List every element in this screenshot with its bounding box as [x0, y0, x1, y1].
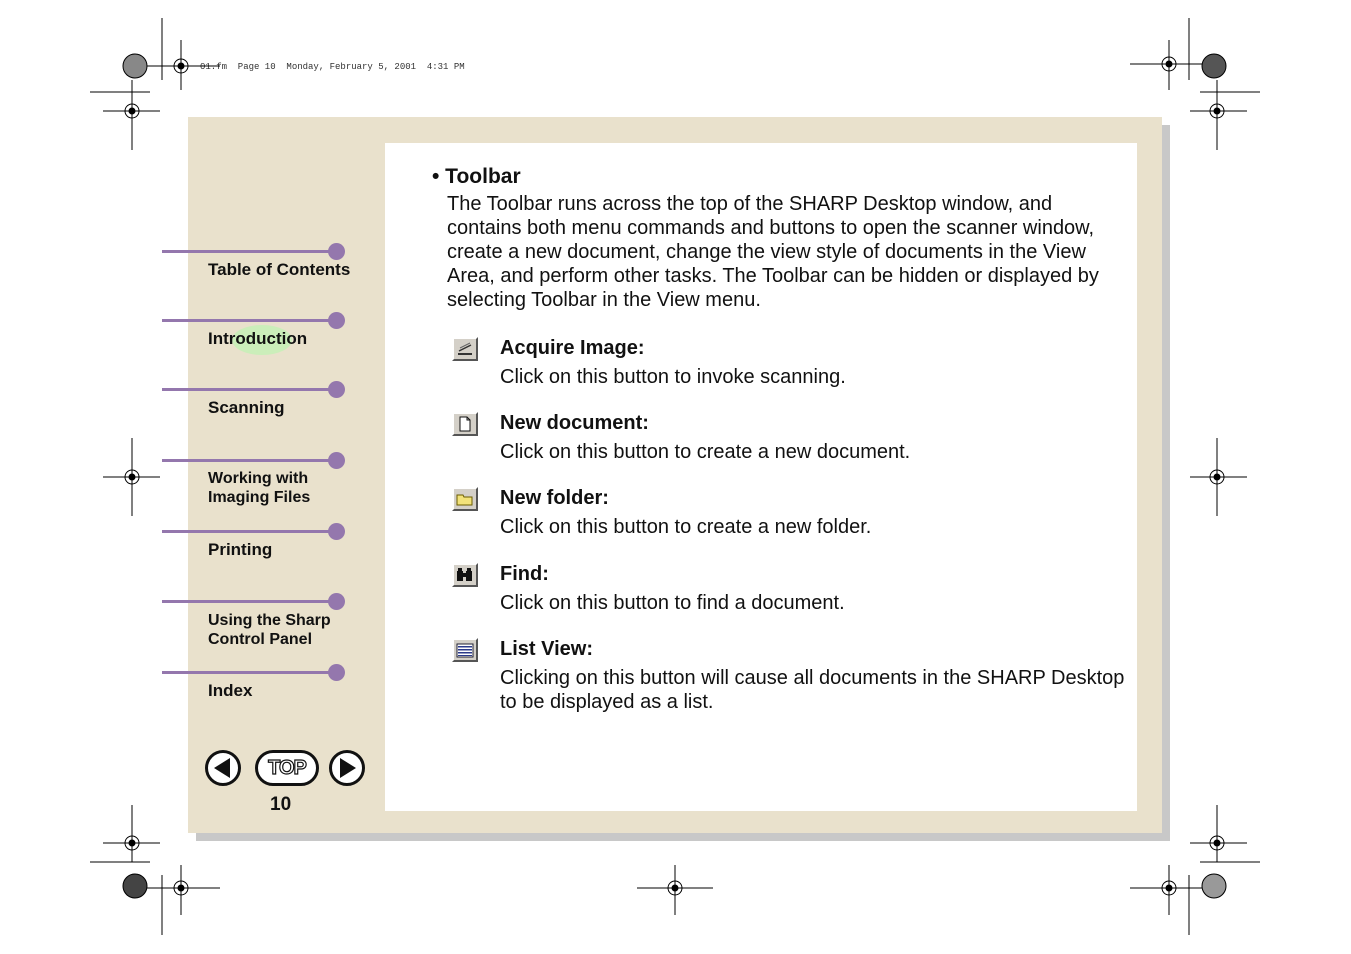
nav-dot: [328, 381, 345, 398]
section-heading: • Toolbar: [432, 165, 521, 188]
nav-dot: [328, 523, 345, 540]
tool-title: List View:: [500, 638, 593, 660]
tool-description: Click on this button to invoke scanning.: [500, 366, 846, 388]
tool-title: New document:: [500, 412, 649, 434]
binoculars-icon: [452, 563, 478, 587]
document-icon: [452, 412, 478, 436]
tool-description: Click on this button to find a document.: [500, 592, 845, 614]
top-button[interactable]: TOP: [255, 750, 319, 786]
nav-label: Index: [208, 681, 253, 700]
section-intro: The Toolbar runs across the top of the SHARP Desktop window, and contains both menu commands and buttons to open the scanner window, create a new document, change the view style of documents in the View Area, and perform other tasks. The Toolbar can be hidden or displayed by selecting Toolbar in the View menu.: [447, 193, 1099, 311]
nav-dot: [328, 312, 345, 329]
arrow-right-icon: [332, 753, 362, 783]
folder-icon: [452, 487, 478, 511]
nav-line: [162, 319, 337, 322]
tool-description: Clicking on this button will cause all documents in the SHARP Desktop to be displayed as a list.: [500, 667, 1125, 713]
print-header: 01.fm Page 10 Monday, February 5, 2001 4:31 PM: [200, 62, 465, 72]
nav-dot: [328, 452, 345, 469]
list-view-icon: [452, 638, 478, 662]
nav-label: Table of Contents: [208, 260, 351, 279]
nav-line: [162, 530, 337, 533]
nav-dot: [328, 593, 345, 610]
nav-line: [162, 388, 337, 391]
nav-line: [162, 250, 337, 253]
nav-dot: [328, 243, 345, 260]
tool-title: Find:: [500, 563, 549, 585]
nav-dot: [328, 664, 345, 681]
scanner-icon: [452, 337, 478, 361]
previous-page-button[interactable]: [205, 750, 241, 786]
nav-label: Working with Imaging Files: [208, 470, 311, 506]
nav-label: Scanning: [208, 398, 285, 417]
arrow-left-icon: [208, 753, 238, 783]
nav-line: [162, 671, 337, 674]
page-number: 10: [270, 794, 292, 815]
next-page-button[interactable]: [329, 750, 365, 786]
tool-title: New folder:: [500, 487, 609, 509]
nav-label: Printing: [208, 540, 273, 559]
tool-title: Acquire Image:: [500, 337, 645, 359]
tool-description: Click on this button to create a new folder.: [500, 516, 872, 538]
page-navigation: [205, 748, 375, 794]
tool-description: Click on this button to create a new document.: [500, 441, 911, 463]
nav-label: Introduction: [208, 329, 308, 348]
nav-line: [162, 600, 337, 603]
nav-label: Using the Sharp Control Panel: [208, 612, 331, 648]
nav-line: [162, 459, 337, 462]
